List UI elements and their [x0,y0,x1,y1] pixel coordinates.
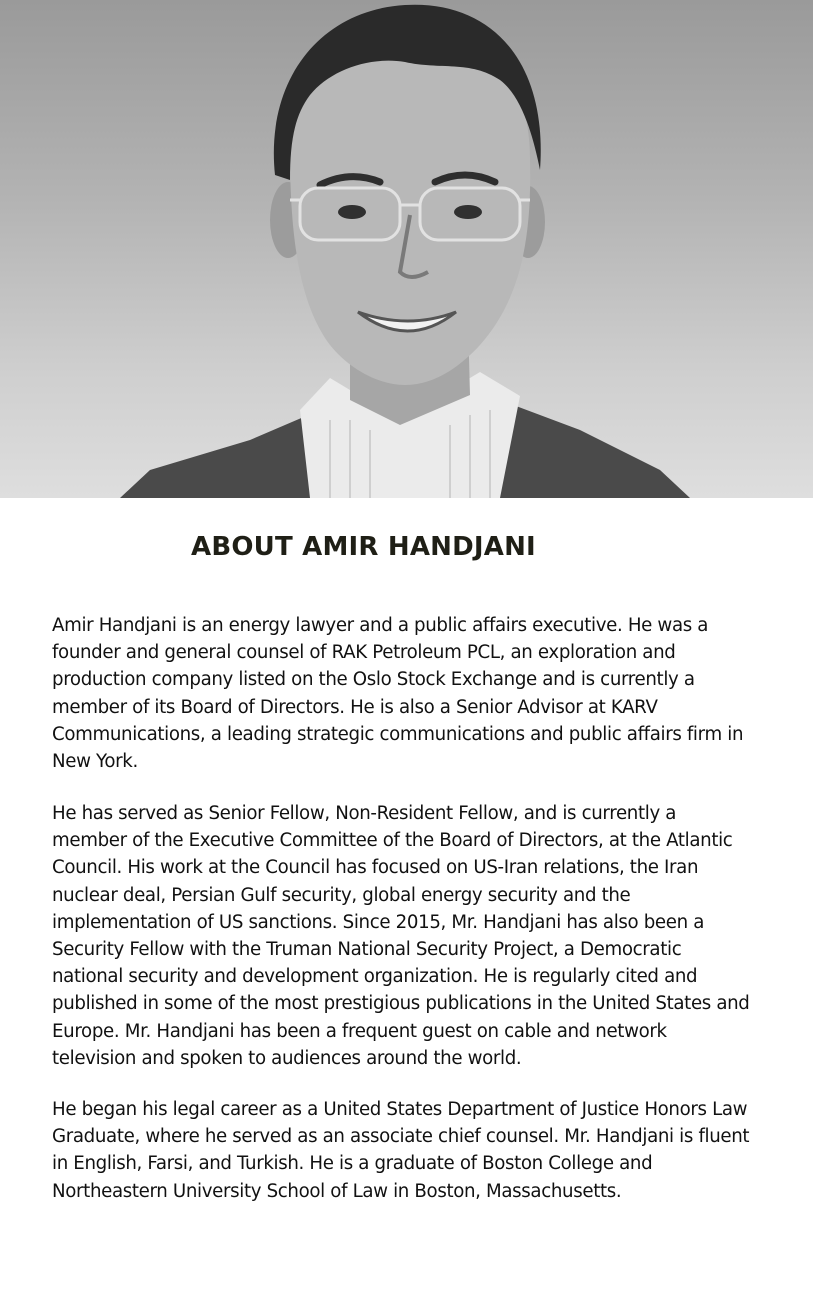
portrait-photo [0,0,813,498]
bio-paragraph-1: Amir Handjani is an energy lawyer and a public affairs executive. He was a founder and general counsel of RAK Petroleum PCL, an exploration and production company listed on the Oslo Stock Exchange and is currently a member of its Board of Directors. He is also a Senior Advisor at KARV Communications, a leading strategic communications and public affairs firm in New York. [52,615,744,773]
page-title: ABOUT AMIR HANDJANI [191,532,536,562]
bio-paragraph-3: He began his legal career as a United States Department of Justice Honors Law Graduate, where he served as an associate chief counsel. Mr. Handjani is fluent in English, Farsi, and Turkish. He is a graduate of Boston College and Northeastern University School of Law in Boston, Massachusetts. [52,1099,750,1202]
portrait-illustration [0,0,813,498]
bio-section [52,612,752,1205]
bio-paragraph-2: He has served as Senior Fellow, Non-Resident Fellow, and is currently a member of the Executive Committee of the Board of Directors, at the Atlantic Council. His work at the Council has focused on US-Iran relations, the Iran nuclear deal, Persian Gulf security, global energy security and the implementation of US sanctions. Since 2015, Mr. Handjani has also been a Security Fellow with the Truman National Security Project, a Democratic national security and development organization. He is regularly cited and published in some of the most prestigious publications in the United States and Europe. Mr. Handjani has been a frequent guest on cable and network television and spoken to audiences around the world. [52,803,750,1069]
